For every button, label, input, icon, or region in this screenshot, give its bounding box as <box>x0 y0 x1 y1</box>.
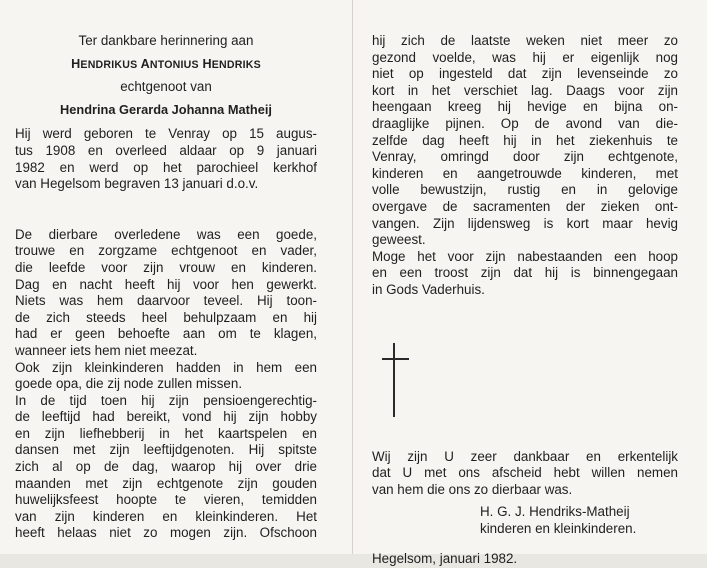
text-line: trouwe en zorgzame echtgenoot en vader, <box>15 243 317 259</box>
right-page <box>372 0 678 568</box>
biography-paragraph <box>15 227 317 542</box>
spouse-label: echtgenoot van <box>120 79 212 95</box>
text-line: Niets was hem daarvoor teveel. Hij toon- <box>15 293 317 309</box>
text-line: zich al op de dag, waarop hij over drie <box>15 459 317 475</box>
text-line: van Hegelsom begraven 13 januari d.o.v. <box>15 176 259 192</box>
text-line: heeft helaas niet zo mogen zijn. Ofschoon <box>15 525 317 541</box>
text-line: hij zich de laatste weken niet meer zo <box>372 33 678 48</box>
text-line: In de tijd toen hij zijn pensioengerechtig- <box>15 392 317 408</box>
text-line: van zijn kinderen en kleinkinderen. Het <box>15 508 317 524</box>
text-line: maanden met zijn echtgenote zijn gouden <box>15 475 317 491</box>
text-line: geweest. <box>372 232 426 248</box>
text-line: gezond voelde, was hij er eigenlijk nog <box>372 49 678 65</box>
text-line: vangen. Zijn lijdensweg is kort maar hevig <box>372 215 678 231</box>
text-line: van hem die ons zo dierbaar was. <box>372 481 573 497</box>
text-line: kort in het verschiet lag. Daags voor zijn <box>372 82 678 98</box>
thanks-paragraph <box>372 449 678 499</box>
signature-line: H. G. J. Hendriks-Matheij <box>480 504 630 520</box>
text-line: zelfde dag heeft hij in het ziekenhuis te <box>372 132 678 148</box>
signature-block <box>480 504 678 537</box>
place-date: Hegelsom, januari 1982. <box>372 551 518 567</box>
name-rest: ENDRIKS <box>211 58 261 71</box>
birth-death-paragraph <box>15 126 317 192</box>
text-line: had er geen behoefte aan om te klagen, <box>15 326 317 342</box>
text-line: draaglijke pijnen. Op de avond van die- <box>372 115 678 131</box>
text-line: goede opa, die zij node zullen missen. <box>15 376 243 392</box>
signature-line: kinderen en kleinkinderen. <box>480 520 637 536</box>
text-line: heengaan kreeg hij hevige en bijna on- <box>372 99 678 115</box>
text-line: De dierbare overledene was een goede, <box>15 226 317 242</box>
name-rest: NTONIUS <box>149 58 199 71</box>
text-line: en een troost zijn dat hij is binnengegaan <box>372 265 678 281</box>
text-line: huwelijksfeest hoopte te vieren, temidden <box>15 492 317 508</box>
text-line: dansen met zijn leeftijdgenoten. Hij spitste <box>15 442 317 458</box>
name-initial: H <box>202 56 212 71</box>
text-line: niet op ingesteld dat zijn levenseinde zo <box>372 66 678 82</box>
text-line: de leeftijd had bereikt, vond hij zijn hobby <box>15 409 317 425</box>
text-line: en zijn liefhebberij in het kaartspelen en <box>15 425 317 441</box>
text-line: volle bewustzijn, rustig en in gelovige <box>372 182 678 198</box>
left-page <box>15 0 317 542</box>
continued-paragraph <box>372 33 678 249</box>
text-line: de zich steeds heel behulpzaam en hij <box>15 309 317 325</box>
deceased-name <box>15 56 317 74</box>
text-line: Wij zijn U zeer dankbaar en erkentelijk <box>372 448 678 464</box>
intro-line: Ter dankbare herinnering aan <box>78 33 254 48</box>
card-fold-line <box>352 0 353 554</box>
text-line: dat U met ons afscheid hebt willen nemen <box>372 465 678 481</box>
text-line: tus 1908 en overleed aldaar op 9 januari <box>15 142 317 158</box>
name-initial: H <box>71 56 81 71</box>
text-line: Hij werd geboren te Venray op 15 augus- <box>15 126 317 142</box>
text-line: Moge het voor zijn nabestaanden een hoop <box>372 248 678 264</box>
text-line: in Gods Vaderhuis. <box>372 281 485 297</box>
text-line: Ook zijn kleinkinderen hadden in hem een <box>15 359 317 375</box>
name-initial: A <box>140 56 150 71</box>
text-line: 1982 en werd op het parochieel kerkhof <box>15 159 317 175</box>
text-line: Venray, omringd door zijn echtgenote, <box>372 149 678 165</box>
text-line: Dag en nacht heeft hij voor hen gewerkt. <box>15 276 317 292</box>
text-line: kinderen en aangetrouwde kinderen, met <box>372 165 678 181</box>
text-line: die leefde voor zijn vrouw en kinderen. <box>15 259 317 275</box>
text-line: wanneer iets hem niet meezat. <box>15 342 198 358</box>
spouse-name: Hendrina Gerarda Johanna Matheij <box>60 101 272 117</box>
cross-icon <box>378 343 418 417</box>
text-line: overgave de sacramenten der zieken ont- <box>372 198 678 214</box>
name-rest: ENDRIKUS <box>80 58 138 71</box>
hope-paragraph <box>372 249 678 299</box>
